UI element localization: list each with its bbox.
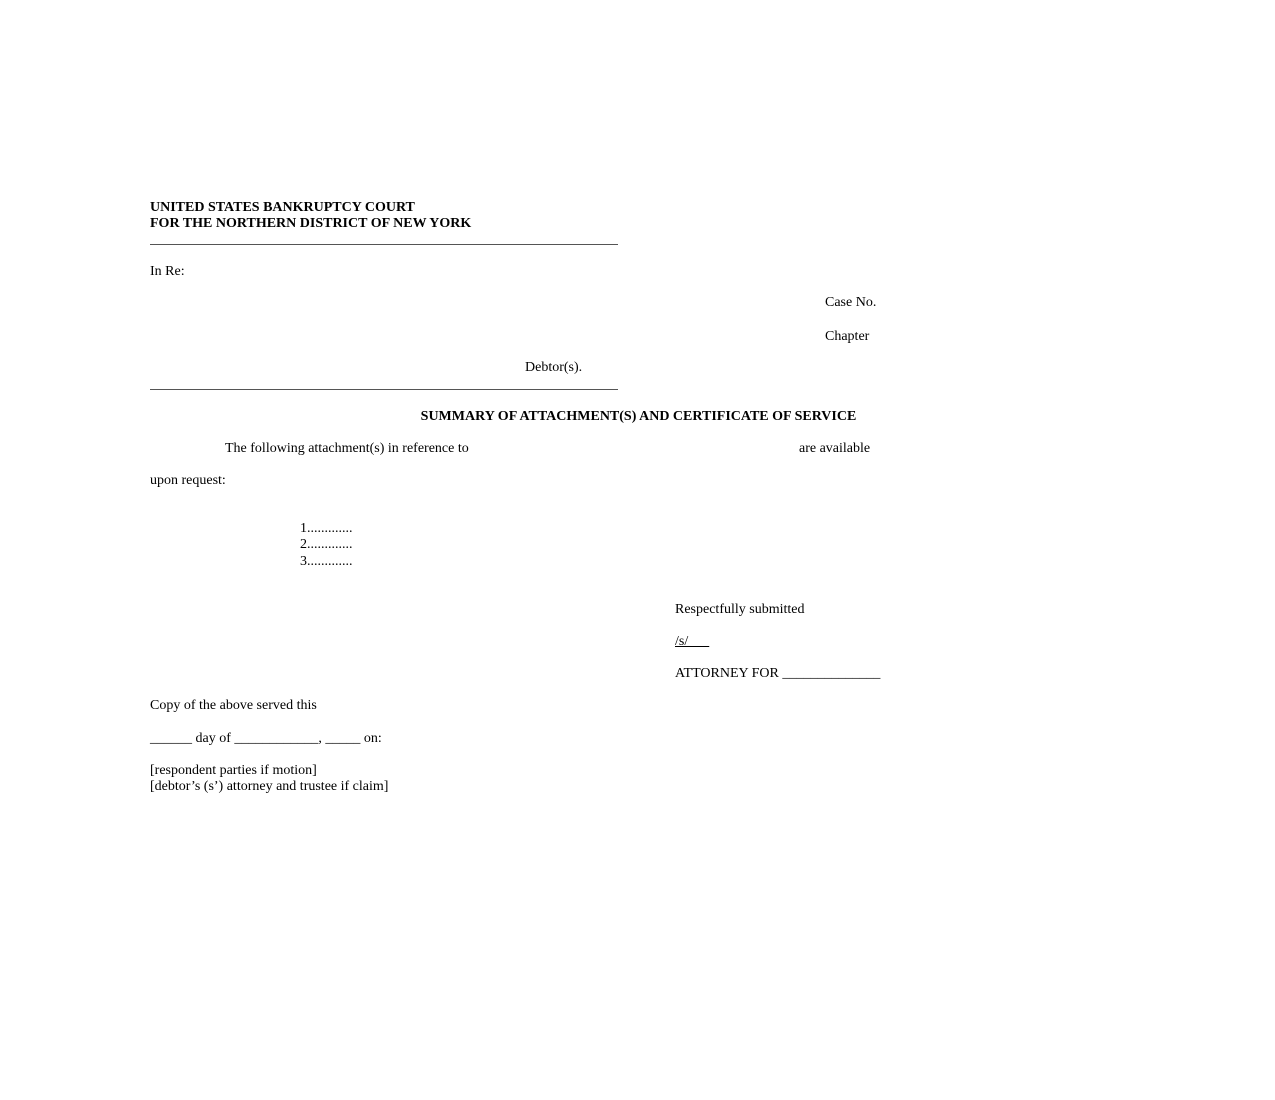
intro-text-continued: upon request: — [150, 473, 226, 488]
court-name-line1: UNITED STATES BANKRUPTCY COURT — [150, 200, 415, 215]
intro-text-start: The following attachment(s) in reference to — [225, 441, 469, 456]
intro-text-end: are available — [799, 441, 871, 456]
signature-line: /s/ — [675, 634, 710, 649]
attorney-for-line: ATTORNEY FOR ______________ — [675, 666, 881, 681]
court-name-line2: FOR THE NORTHERN DISTRICT OF NEW YORK — [150, 216, 472, 231]
in-re-label: In Re: — [150, 264, 185, 279]
attachment-item: 3............. — [300, 554, 353, 569]
separator-line — [150, 244, 618, 245]
debtors-label: Debtor(s). — [525, 360, 583, 375]
service-parties-line1: [respondent parties if motion] — [150, 763, 317, 778]
chapter-label: Chapter — [825, 329, 870, 344]
attachment-item: 1............. — [300, 521, 353, 536]
service-date-line: ______ day of ____________, _____ on: — [150, 731, 382, 746]
closing-text: Respectfully submitted — [675, 602, 805, 617]
document-title: SUMMARY OF ATTACHMENT(S) AND CERTIFICATE OF SERVICE — [420, 409, 857, 424]
attachment-item: 2............. — [300, 537, 353, 552]
separator-line — [150, 389, 618, 390]
service-parties-line2: [debtor’s (s’) attorney and trustee if claim] — [150, 779, 389, 794]
service-copy-line: Copy of the above served this — [150, 698, 317, 713]
case-no-label: Case No. — [825, 295, 877, 310]
